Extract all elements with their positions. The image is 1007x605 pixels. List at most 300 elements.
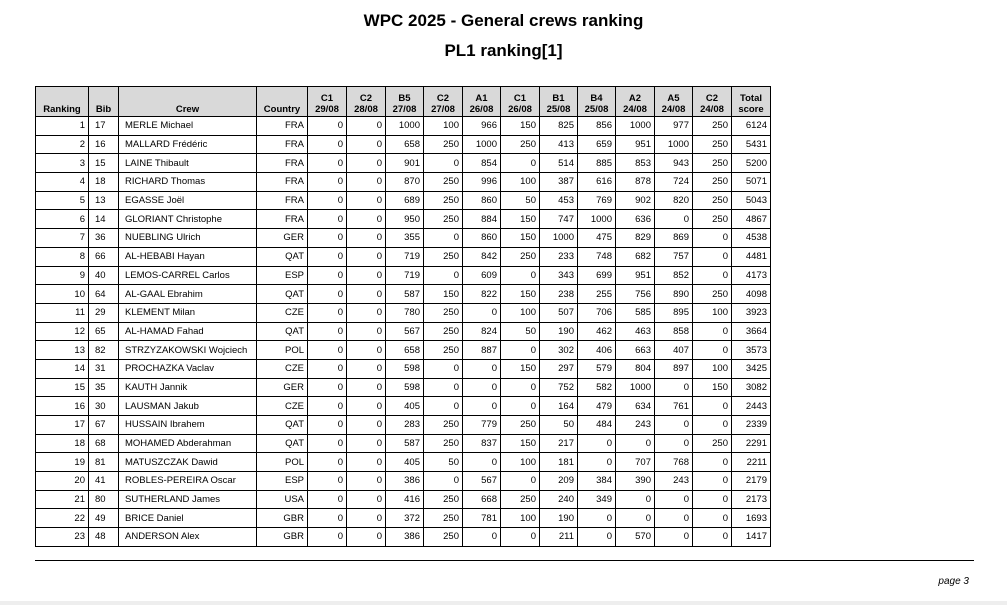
score-cell: 0 [501, 341, 540, 360]
table-row [36, 135, 771, 154]
score-cell: 150 [501, 359, 540, 378]
score-cell: 0 [347, 359, 386, 378]
table-row [36, 453, 771, 472]
score-cell: 0 [424, 154, 463, 173]
bib-cell: 40 [89, 266, 119, 285]
score-cell: 0 [501, 378, 540, 397]
country-cell: QAT [257, 416, 308, 435]
score-cell: 951 [616, 266, 655, 285]
score-cell: 181 [540, 453, 578, 472]
score-cell: 150 [501, 285, 540, 304]
country-cell: CZE [257, 397, 308, 416]
total-score-cell: 2211 [732, 453, 771, 472]
score-cell: 748 [578, 247, 616, 266]
score-cell: 1000 [578, 210, 616, 229]
bib-cell: 36 [89, 229, 119, 248]
column-header [655, 87, 693, 117]
score-cell: 50 [501, 322, 540, 341]
score-cell: 0 [578, 509, 616, 528]
score-cell: 0 [463, 453, 501, 472]
score-cell: 878 [616, 173, 655, 192]
score-cell: 250 [424, 509, 463, 528]
crew-cell: BRICE Daniel [119, 509, 257, 528]
score-cell: 0 [347, 210, 386, 229]
table-row [36, 472, 771, 491]
column-label: C2 [705, 93, 719, 104]
bib-cell: 30 [89, 397, 119, 416]
score-cell: 842 [463, 247, 501, 266]
score-cell: 598 [386, 359, 424, 378]
bib-cell: 66 [89, 247, 119, 266]
page-number: page 3 [938, 576, 969, 587]
score-cell: 890 [655, 285, 693, 304]
rank-cell: 20 [36, 472, 89, 491]
score-cell: 0 [655, 528, 693, 547]
column-label: C2 [359, 93, 373, 104]
country-cell: FRA [257, 173, 308, 192]
column-sublabel: 27/08 [431, 104, 455, 115]
column-header [89, 87, 119, 117]
rank-cell: 10 [36, 285, 89, 304]
column-sublabel: 25/08 [546, 104, 571, 115]
score-cell: 0 [308, 378, 347, 397]
score-cell: 150 [501, 117, 540, 136]
score-cell: 50 [501, 191, 540, 210]
score-cell: 0 [308, 472, 347, 491]
score-cell: 0 [693, 416, 732, 435]
score-cell: 0 [693, 528, 732, 547]
rank-cell: 19 [36, 453, 89, 472]
score-cell: 0 [308, 229, 347, 248]
score-cell: 387 [540, 173, 578, 192]
score-cell: 752 [540, 378, 578, 397]
crew-cell: SUTHERLAND James [119, 490, 257, 509]
table-row [36, 191, 771, 210]
score-cell: 761 [655, 397, 693, 416]
score-cell: 250 [424, 303, 463, 322]
footer-divider [35, 560, 974, 561]
score-cell: 0 [693, 472, 732, 491]
bib-cell: 64 [89, 285, 119, 304]
score-cell: 820 [655, 191, 693, 210]
score-cell: 0 [308, 247, 347, 266]
table-row [36, 117, 771, 136]
table-row [36, 528, 771, 547]
rank-cell: 23 [36, 528, 89, 547]
score-cell: 0 [463, 359, 501, 378]
rank-cell: 11 [36, 303, 89, 322]
bib-cell: 68 [89, 434, 119, 453]
bib-cell: 48 [89, 528, 119, 547]
column-label: C2 [436, 93, 450, 104]
score-cell: 0 [693, 341, 732, 360]
crew-cell: STRZYZAKOWSKI Wojciech [119, 341, 257, 360]
table-body [36, 117, 771, 547]
score-cell: 0 [347, 191, 386, 210]
score-cell: 463 [616, 322, 655, 341]
score-cell: 1000 [655, 135, 693, 154]
score-cell: 0 [347, 303, 386, 322]
column-label: B5 [398, 93, 411, 104]
score-cell: 699 [578, 266, 616, 285]
score-cell: 386 [386, 472, 424, 491]
score-cell: 0 [347, 154, 386, 173]
score-cell: 570 [616, 528, 655, 547]
score-cell: 250 [424, 322, 463, 341]
score-cell: 479 [578, 397, 616, 416]
rank-cell: 21 [36, 490, 89, 509]
score-cell: 250 [501, 135, 540, 154]
country-cell: USA [257, 490, 308, 509]
score-cell: 0 [693, 490, 732, 509]
total-score-cell: 1417 [732, 528, 771, 547]
score-cell: 0 [347, 117, 386, 136]
score-cell: 0 [693, 229, 732, 248]
crew-cell: KLEMENT Milan [119, 303, 257, 322]
score-cell: 0 [655, 490, 693, 509]
rank-cell: 8 [36, 247, 89, 266]
score-cell: 349 [578, 490, 616, 509]
score-cell: 372 [386, 509, 424, 528]
score-cell: 824 [463, 322, 501, 341]
country-cell: CZE [257, 303, 308, 322]
score-cell: 0 [347, 322, 386, 341]
total-score-cell: 2173 [732, 490, 771, 509]
score-cell: 250 [424, 191, 463, 210]
bib-cell: 14 [89, 210, 119, 229]
score-cell: 0 [308, 322, 347, 341]
score-cell: 902 [616, 191, 655, 210]
table-row [36, 229, 771, 248]
score-cell: 0 [655, 509, 693, 528]
score-cell: 405 [386, 397, 424, 416]
score-cell: 250 [693, 210, 732, 229]
column-sublabel: 27/08 [392, 104, 417, 115]
crew-cell: ANDERSON Alex [119, 528, 257, 547]
column-header [424, 87, 463, 117]
score-cell: 0 [347, 416, 386, 435]
country-cell: GER [257, 229, 308, 248]
total-score-cell: 5200 [732, 154, 771, 173]
total-score-cell: 5071 [732, 173, 771, 192]
score-cell: 869 [655, 229, 693, 248]
total-score-cell: 2291 [732, 434, 771, 453]
rank-cell: 4 [36, 173, 89, 192]
score-cell: 164 [540, 397, 578, 416]
rank-cell: 5 [36, 191, 89, 210]
table-row [36, 173, 771, 192]
crew-cell: GLORIANT Christophe [119, 210, 257, 229]
column-sublabel: 28/08 [354, 104, 378, 115]
column-label: Country [263, 104, 301, 115]
score-cell: 0 [308, 154, 347, 173]
score-cell: 0 [424, 359, 463, 378]
score-cell: 0 [655, 416, 693, 435]
score-cell: 0 [308, 509, 347, 528]
score-cell: 150 [501, 229, 540, 248]
score-cell: 0 [655, 378, 693, 397]
total-score-cell: 4481 [732, 247, 771, 266]
score-cell: 634 [616, 397, 655, 416]
crew-cell: LEMOS-CARREL Carlos [119, 266, 257, 285]
score-cell: 209 [540, 472, 578, 491]
score-cell: 243 [616, 416, 655, 435]
score-cell: 0 [308, 117, 347, 136]
score-cell: 233 [540, 247, 578, 266]
score-cell: 0 [308, 341, 347, 360]
column-label: B1 [552, 93, 565, 104]
bib-cell: 80 [89, 490, 119, 509]
score-cell: 1000 [540, 229, 578, 248]
score-cell: 825 [540, 117, 578, 136]
column-header [578, 87, 616, 117]
rank-cell: 22 [36, 509, 89, 528]
score-cell: 0 [347, 229, 386, 248]
score-cell: 0 [347, 378, 386, 397]
score-cell: 950 [386, 210, 424, 229]
score-cell: 475 [578, 229, 616, 248]
column-label: A5 [667, 93, 680, 104]
crew-cell: ROBLES-PEREIRA Oscar [119, 472, 257, 491]
score-cell: 0 [308, 528, 347, 547]
score-cell: 0 [501, 266, 540, 285]
score-cell: 951 [616, 135, 655, 154]
column-sublabel: 25/08 [584, 104, 609, 115]
page-subtitle: PL1 ranking[1] [444, 41, 563, 60]
score-cell: 0 [347, 453, 386, 472]
score-cell: 853 [616, 154, 655, 173]
score-cell: 0 [347, 247, 386, 266]
score-cell: 250 [424, 416, 463, 435]
crew-cell: HUSSAIN Ibrahem [119, 416, 257, 435]
score-cell: 870 [386, 173, 424, 192]
column-header [463, 87, 501, 117]
score-cell: 453 [540, 191, 578, 210]
page-title: WPC 2025 - General crews ranking [363, 11, 644, 30]
total-score-cell: 3664 [732, 322, 771, 341]
country-cell: GER [257, 378, 308, 397]
score-cell: 0 [347, 285, 386, 304]
score-cell: 190 [540, 509, 578, 528]
score-cell: 0 [578, 453, 616, 472]
score-cell: 659 [578, 135, 616, 154]
table-row [36, 434, 771, 453]
score-cell: 0 [693, 509, 732, 528]
rank-cell: 6 [36, 210, 89, 229]
country-cell: FRA [257, 210, 308, 229]
score-cell: 747 [540, 210, 578, 229]
score-cell: 250 [501, 490, 540, 509]
bib-cell: 65 [89, 322, 119, 341]
score-cell: 0 [308, 303, 347, 322]
score-cell: 769 [578, 191, 616, 210]
column-label: Ranking [43, 104, 81, 115]
total-score-cell: 2339 [732, 416, 771, 435]
rank-cell: 9 [36, 266, 89, 285]
score-cell: 663 [616, 341, 655, 360]
score-cell: 0 [424, 229, 463, 248]
rank-cell: 15 [36, 378, 89, 397]
score-cell: 514 [540, 154, 578, 173]
bib-cell: 35 [89, 378, 119, 397]
score-cell: 243 [655, 472, 693, 491]
column-header [693, 87, 732, 117]
score-cell: 250 [501, 247, 540, 266]
score-cell: 0 [347, 472, 386, 491]
country-cell: ESP [257, 472, 308, 491]
bib-cell: 29 [89, 303, 119, 322]
score-cell: 895 [655, 303, 693, 322]
table-row [36, 509, 771, 528]
score-cell: 0 [693, 453, 732, 472]
bib-cell: 31 [89, 359, 119, 378]
score-cell: 658 [386, 135, 424, 154]
score-cell: 100 [501, 173, 540, 192]
score-cell: 582 [578, 378, 616, 397]
table-row [36, 303, 771, 322]
table-row [36, 322, 771, 341]
score-cell: 860 [463, 229, 501, 248]
score-cell: 567 [463, 472, 501, 491]
score-cell: 0 [424, 397, 463, 416]
score-cell: 0 [347, 509, 386, 528]
bib-cell: 16 [89, 135, 119, 154]
score-cell: 0 [308, 210, 347, 229]
score-cell: 416 [386, 490, 424, 509]
column-label: C1 [513, 93, 527, 104]
score-cell: 0 [693, 322, 732, 341]
column-sublabel: 24/08 [623, 104, 647, 115]
score-cell: 860 [463, 191, 501, 210]
score-cell: 858 [655, 322, 693, 341]
score-cell: 0 [693, 266, 732, 285]
column-sublabel: 29/08 [315, 104, 339, 115]
score-cell: 0 [308, 434, 347, 453]
country-cell: GBR [257, 528, 308, 547]
column-sublabel: score [738, 104, 764, 115]
total-score-cell: 4867 [732, 210, 771, 229]
column-header [36, 87, 89, 117]
score-cell: 856 [578, 117, 616, 136]
score-cell: 616 [578, 173, 616, 192]
score-cell: 0 [463, 397, 501, 416]
score-cell: 0 [347, 341, 386, 360]
score-cell: 0 [308, 135, 347, 154]
column-header [308, 87, 347, 117]
score-cell: 943 [655, 154, 693, 173]
score-cell: 781 [463, 509, 501, 528]
country-cell: QAT [257, 247, 308, 266]
crew-cell: MOHAMED Abderahman [119, 434, 257, 453]
column-sublabel: 26/08 [469, 104, 494, 115]
score-cell: 719 [386, 247, 424, 266]
total-score-cell: 5431 [732, 135, 771, 154]
column-label: Bib [95, 104, 112, 115]
crew-cell: MATUSZCZAK Dawid [119, 453, 257, 472]
score-cell: 211 [540, 528, 578, 547]
score-cell: 150 [424, 285, 463, 304]
column-sublabel: 24/08 [700, 104, 724, 115]
score-cell: 0 [616, 490, 655, 509]
table-row [36, 490, 771, 509]
column-label: C1 [320, 93, 334, 104]
score-cell: 0 [578, 434, 616, 453]
score-cell: 0 [693, 397, 732, 416]
column-header [257, 87, 308, 117]
score-cell: 250 [693, 117, 732, 136]
column-label: B4 [590, 93, 603, 104]
column-header [540, 87, 578, 117]
score-cell: 780 [386, 303, 424, 322]
score-cell: 1000 [386, 117, 424, 136]
score-cell: 386 [386, 528, 424, 547]
crew-cell: MERLE Michael [119, 117, 257, 136]
country-cell: QAT [257, 434, 308, 453]
score-cell: 255 [578, 285, 616, 304]
score-cell: 579 [578, 359, 616, 378]
bib-cell: 18 [89, 173, 119, 192]
bib-cell: 41 [89, 472, 119, 491]
score-cell: 887 [463, 341, 501, 360]
country-cell: FRA [257, 154, 308, 173]
score-cell: 0 [308, 490, 347, 509]
score-cell: 50 [424, 453, 463, 472]
score-cell: 689 [386, 191, 424, 210]
column-header [119, 87, 257, 117]
table-row [36, 266, 771, 285]
score-cell: 100 [501, 509, 540, 528]
score-cell: 0 [501, 397, 540, 416]
score-cell: 0 [463, 528, 501, 547]
ranking-table [35, 86, 771, 547]
score-cell: 1000 [616, 378, 655, 397]
score-cell: 0 [347, 266, 386, 285]
crew-cell: NUEBLING Ulrich [119, 229, 257, 248]
column-label: Crew [175, 104, 200, 115]
country-cell: CZE [257, 359, 308, 378]
score-cell: 757 [655, 247, 693, 266]
column-header [732, 87, 771, 117]
score-cell: 100 [693, 359, 732, 378]
score-cell: 0 [424, 378, 463, 397]
score-cell: 462 [578, 322, 616, 341]
crew-cell: MALLARD Frédéric [119, 135, 257, 154]
table-row [36, 285, 771, 304]
score-cell: 100 [501, 453, 540, 472]
score-cell: 0 [424, 472, 463, 491]
column-header [616, 87, 655, 117]
score-cell: 829 [616, 229, 655, 248]
score-cell: 897 [655, 359, 693, 378]
bottom-band [0, 601, 1007, 605]
score-cell: 0 [308, 453, 347, 472]
bib-cell: 67 [89, 416, 119, 435]
total-score-cell: 1693 [732, 509, 771, 528]
score-cell: 217 [540, 434, 578, 453]
score-cell: 609 [463, 266, 501, 285]
score-cell: 567 [386, 322, 424, 341]
score-cell: 885 [578, 154, 616, 173]
crew-cell: PROCHAZKA Vaclav [119, 359, 257, 378]
score-cell: 724 [655, 173, 693, 192]
country-cell: POL [257, 341, 308, 360]
score-cell: 768 [655, 453, 693, 472]
bib-cell: 81 [89, 453, 119, 472]
score-cell: 779 [463, 416, 501, 435]
score-cell: 250 [501, 416, 540, 435]
country-cell: ESP [257, 266, 308, 285]
table-row [36, 397, 771, 416]
